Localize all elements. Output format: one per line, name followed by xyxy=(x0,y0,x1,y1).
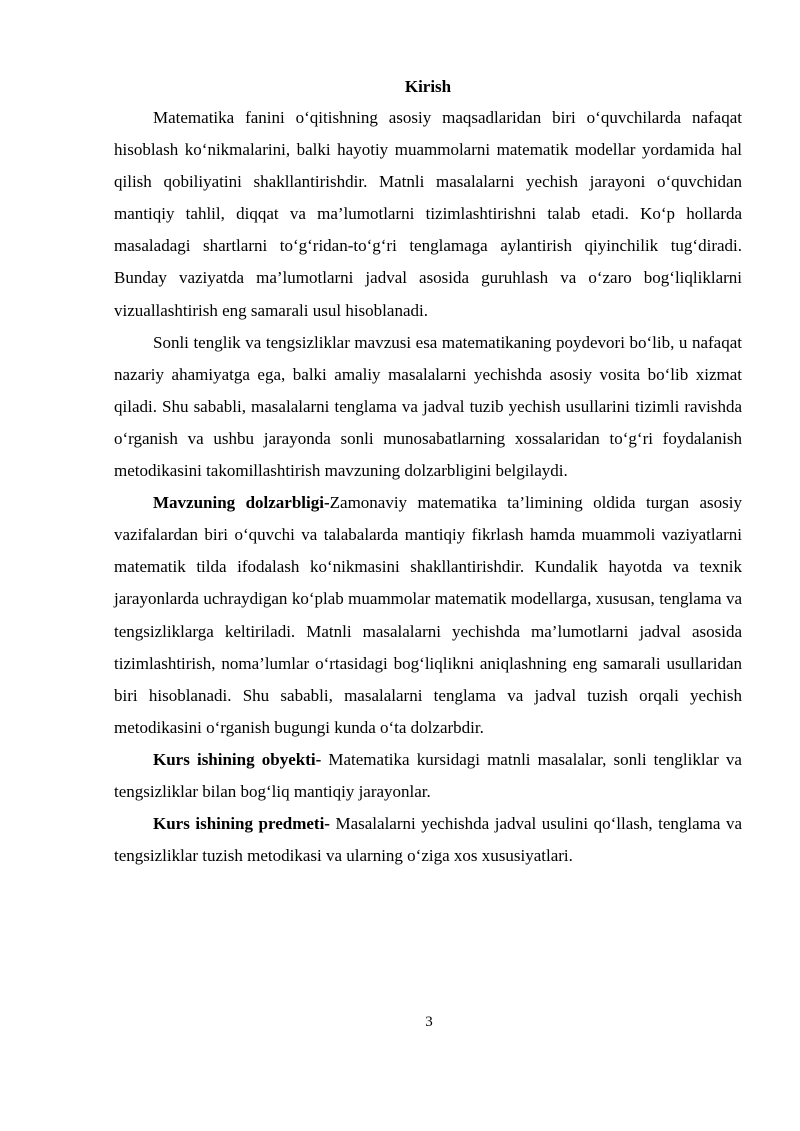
paragraph-relevance xyxy=(114,487,742,744)
paragraph-text: Zamonaviy matematika ta’limining oldida turgan asosiy vazifalardan biri o‘quvchi va talabalarda mantiqiy fikrlash hamda muammoli vaziyatlarni matematik tilda ifodalash ko‘nikmasini shakllantirishdir. Kundalik hayotda va texnik jarayonlarda uchraydigan ko‘plab muammolar matematik modellarga, xususan, tenglama va tengsizliklarga keltiriladi. Matnli masalalarni yechishda ma’lumotlarni jadval asosida tizimlashtirish, noma’lumlar o‘rtasidagi bog‘liqlikni aniqlashning eng samarali usullaridan biri hisoblanadi. Shu sababli, masalalarni tenglama va jadval tuzish orqali yechish metodikasini o‘rganish bugungi kunda o‘ta dolzarbdir. xyxy=(114,493,742,737)
paragraph-text: Sonli tenglik va tengsizliklar mavzusi esa matematikaning poydevori bo‘lib, u nafaqat nazariy ahamiyatga ega, balki amaliy masalalarni yechishda asosiy vosita bo‘lib xizmat qiladi. Shu sababli, masalalarni tenglama va jadval tuzib yechish usullarini tizimli ravishda o‘rganish va ushbu jarayonda sonli munosabatlarning xossalaridan to‘g‘ri foydalanish metodikasini takomillashtirish mavzuning dolzarbligini belgilaydi. xyxy=(114,332,742,481)
document-page xyxy=(114,74,742,872)
page-title: Kirish xyxy=(404,77,452,96)
paragraph-lead: Kurs ishining predmeti- xyxy=(153,814,330,834)
paragraph-lead: Mavzuning dolzarbligi- xyxy=(153,493,330,513)
page-number: 3 xyxy=(425,1014,433,1030)
paragraph-text: Masalalarni yechishda jadval usulini qo‘llash, tenglama va tengsizliklar tuzish metodikasi va ularning o‘ziga xos xususiyatlari. xyxy=(114,814,742,866)
paragraph-object xyxy=(114,744,742,808)
paragraph-introduction xyxy=(114,102,742,327)
paragraph-equalities xyxy=(114,327,742,487)
paragraph-text: Matematika fanini o‘qitishning asosiy maqsadlaridan biri o‘quvchilarda nafaqat hisoblash ko‘nikmalarini, balki hayotiy muammolarni matematik modellar yordamida hal qilish qobiliyatini shakllantirishdir. Matnli masalalarni yechish jarayoni o‘quvchidan mantiqiy tahlil, diqqat va ma’lumotlarni tizimlashtirishni talab etadi. Ko‘p hollarda masaladagi shartlarni to‘g‘ridan-to‘g‘ri tenglamaga aylantirish qiyinchilik tug‘diradi. Bunday vaziyatda ma’lumotlarni jadval asosida guruhlash va o‘zaro bog‘liqliklarni vizuallashtirish eng samarali usul hisoblanadi. xyxy=(114,108,742,320)
paragraph-lead: Kurs ishining obyekti- xyxy=(153,749,322,769)
paragraph-text: Matematika kursidagi matnli masalalar, sonli tengliklar va tengsizliklar bilan bog‘liq mantiqiy jarayonlar. xyxy=(114,749,742,801)
paragraph-subject xyxy=(114,808,742,872)
